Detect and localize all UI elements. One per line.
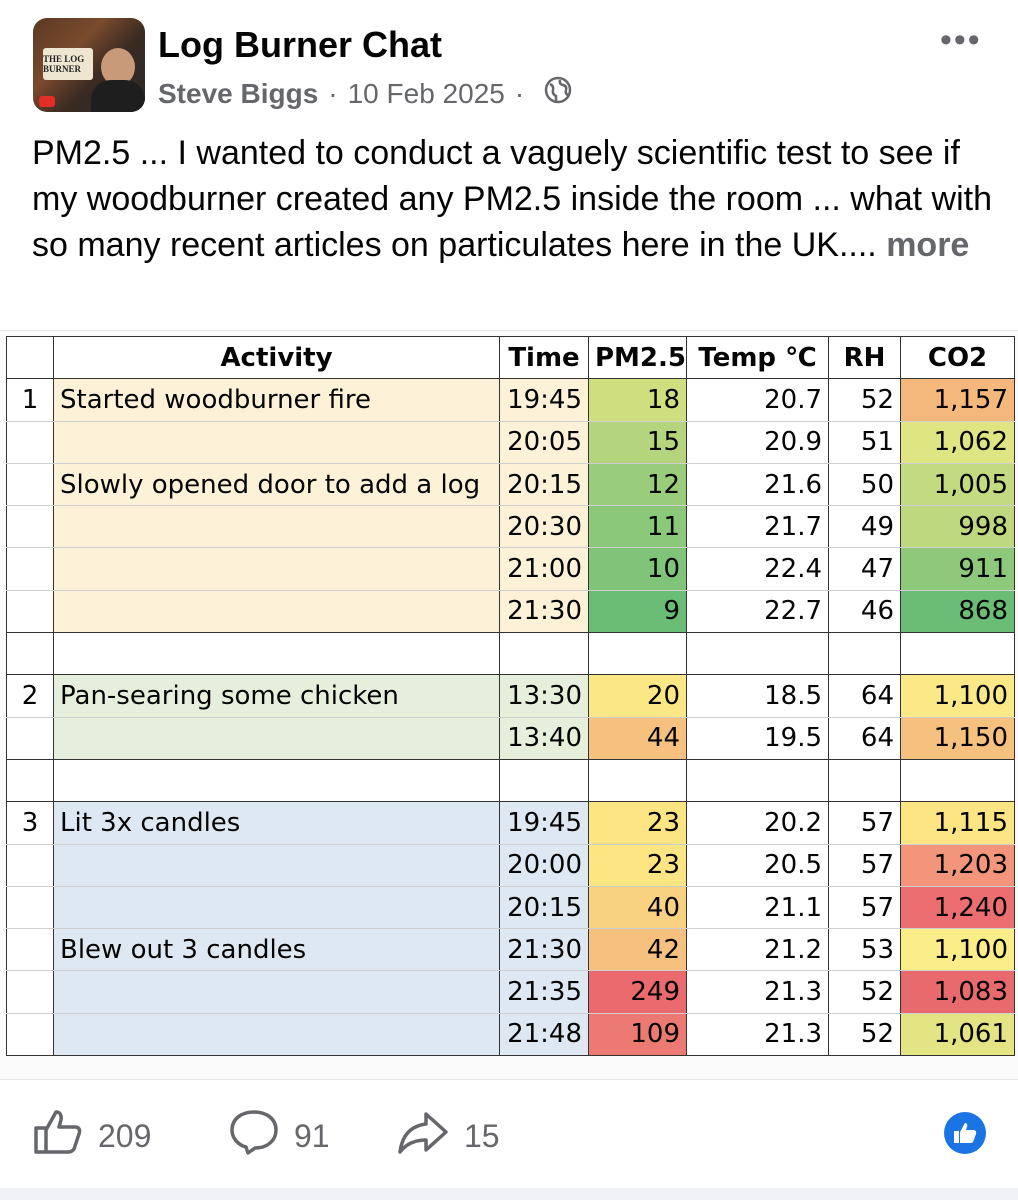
more-options-button[interactable]: ••• <box>940 21 982 59</box>
pm25-cell: 18 <box>589 379 687 421</box>
table-row <box>7 929 1015 971</box>
empty-cell <box>54 759 500 801</box>
time-cell: 19:45 <box>500 379 589 421</box>
rh-cell: 46 <box>829 590 901 632</box>
co2-cell: 1,157 <box>901 379 1015 421</box>
activity-cell: Lit 3x candles <box>54 802 500 844</box>
empty-cell <box>589 633 687 675</box>
header-time: Time <box>500 337 589 379</box>
table-row <box>7 421 1015 463</box>
co2-cell: 1,100 <box>901 675 1015 717</box>
row-index <box>7 1013 54 1055</box>
activity-cell <box>54 971 500 1013</box>
activity-cell <box>54 844 500 886</box>
pm25-cell: 109 <box>589 1013 687 1055</box>
temp-cell: 21.7 <box>687 506 829 548</box>
temp-cell: 18.5 <box>687 675 829 717</box>
pm25-cell: 23 <box>589 844 687 886</box>
row-index <box>7 421 54 463</box>
temp-cell: 21.6 <box>687 463 829 505</box>
table-row <box>7 506 1015 548</box>
like-button[interactable] <box>32 1108 151 1164</box>
meta-separator: · <box>514 77 525 109</box>
row-index <box>7 929 54 971</box>
activity-cell <box>54 886 500 928</box>
temp-cell: 21.1 <box>687 886 829 928</box>
time-cell: 20:05 <box>500 421 589 463</box>
co2-cell: 1,100 <box>901 929 1015 971</box>
temp-cell: 21.2 <box>687 929 829 971</box>
activity-cell <box>54 590 500 632</box>
table-row <box>7 844 1015 886</box>
empty-cell <box>829 759 901 801</box>
rh-cell: 57 <box>829 886 901 928</box>
pm25-cell: 10 <box>589 548 687 590</box>
table-row <box>7 971 1015 1013</box>
empty-cell <box>589 759 687 801</box>
table-row <box>7 802 1015 844</box>
empty-cell <box>7 759 54 801</box>
activity-cell <box>54 421 500 463</box>
row-index <box>7 886 54 928</box>
empty-cell <box>901 633 1015 675</box>
row-index <box>7 463 54 505</box>
co2-cell: 868 <box>901 590 1015 632</box>
row-index <box>7 717 54 759</box>
row-index: 1 <box>7 379 54 421</box>
table-separator-row <box>7 759 1015 801</box>
pm25-cell: 249 <box>589 971 687 1013</box>
rh-cell: 52 <box>829 1013 901 1055</box>
table-separator-row <box>7 633 1015 675</box>
time-cell: 20:00 <box>500 844 589 886</box>
time-cell: 13:40 <box>500 717 589 759</box>
header-co2: CO2 <box>901 337 1015 379</box>
empty-cell <box>500 633 589 675</box>
comment-button[interactable] <box>228 1108 330 1164</box>
row-index <box>7 971 54 1013</box>
avatar-person-body <box>91 80 145 112</box>
time-cell: 20:15 <box>500 463 589 505</box>
table-row <box>7 590 1015 632</box>
activity-cell: Started woodburner fire <box>54 379 500 421</box>
time-cell: 21:35 <box>500 971 589 1013</box>
data-table-image[interactable] <box>0 330 1018 1080</box>
time-cell: 21:48 <box>500 1013 589 1055</box>
header-pm25: PM2.5 <box>589 337 687 379</box>
table-header-row <box>7 337 1015 379</box>
comment-bubble-icon <box>228 1108 280 1164</box>
pm25-cell: 15 <box>589 421 687 463</box>
pm25-cell: 11 <box>589 506 687 548</box>
co2-cell: 1,150 <box>901 717 1015 759</box>
co2-cell: 1,083 <box>901 971 1015 1013</box>
youtube-icon <box>39 96 55 107</box>
rh-cell: 53 <box>829 929 901 971</box>
pm25-cell: 9 <box>589 590 687 632</box>
empty-cell <box>901 759 1015 801</box>
activity-cell: Blew out 3 candles <box>54 929 500 971</box>
comment-count: 91 <box>294 1117 330 1154</box>
table-row <box>7 379 1015 421</box>
header-rh: RH <box>829 337 901 379</box>
temp-cell: 20.7 <box>687 379 829 421</box>
rh-cell: 52 <box>829 971 901 1013</box>
pm25-cell: 40 <box>589 886 687 928</box>
co2-cell: 998 <box>901 506 1015 548</box>
author-name[interactable]: Steve Biggs <box>158 77 319 109</box>
group-name[interactable]: Log Burner Chat <box>158 24 442 65</box>
empty-cell <box>687 759 829 801</box>
rh-cell: 50 <box>829 463 901 505</box>
rh-cell: 49 <box>829 506 901 548</box>
pm25-table <box>6 336 1015 1056</box>
post-text: PM2.5 ... I wanted to conduct a vaguely scientific test to see if my woodburner created any PM2.5 inside the room ... what with so many recent articles on particulates here in the UK.... <box>32 134 993 264</box>
activity-cell <box>54 548 500 590</box>
row-index <box>7 844 54 886</box>
co2-cell: 1,203 <box>901 844 1015 886</box>
rh-cell: 47 <box>829 548 901 590</box>
globe-icon <box>544 76 572 111</box>
temp-cell: 20.5 <box>687 844 829 886</box>
pm25-cell: 44 <box>589 717 687 759</box>
time-cell: 21:30 <box>500 590 589 632</box>
table-row <box>7 675 1015 717</box>
empty-cell <box>7 633 54 675</box>
temp-cell: 22.4 <box>687 548 829 590</box>
like-reaction-badge-icon[interactable] <box>944 1112 986 1154</box>
avatar-logo: THE LOG BURNER <box>43 48 93 80</box>
table-row <box>7 717 1015 759</box>
activity-cell: Slowly opened door to add a log <box>54 463 500 505</box>
header-temp: Temp ℃ <box>687 337 829 379</box>
post-meta <box>158 76 572 111</box>
post-date[interactable]: 10 Feb 2025 <box>347 77 505 109</box>
activity-cell <box>54 1013 500 1055</box>
co2-cell: 1,061 <box>901 1013 1015 1055</box>
group-avatar[interactable] <box>33 18 145 112</box>
rh-cell: 57 <box>829 844 901 886</box>
table-row <box>7 548 1015 590</box>
share-arrow-icon <box>396 1108 450 1164</box>
like-count: 209 <box>98 1117 152 1154</box>
time-cell: 20:30 <box>500 506 589 548</box>
temp-cell: 21.3 <box>687 1013 829 1055</box>
empty-cell <box>500 759 589 801</box>
share-button[interactable] <box>396 1108 500 1164</box>
temp-cell: 22.7 <box>687 590 829 632</box>
temp-cell: 19.5 <box>687 717 829 759</box>
activity-cell <box>54 717 500 759</box>
time-cell: 19:45 <box>500 802 589 844</box>
empty-cell <box>829 633 901 675</box>
pm25-cell: 12 <box>589 463 687 505</box>
thumbs-up-icon <box>32 1108 84 1164</box>
row-index: 3 <box>7 802 54 844</box>
header-index <box>7 337 54 379</box>
table-row <box>7 886 1015 928</box>
see-more-link[interactable]: more <box>886 226 970 264</box>
row-index <box>7 590 54 632</box>
action-bar <box>32 1108 992 1158</box>
co2-cell: 1,005 <box>901 463 1015 505</box>
post-body <box>32 130 1002 268</box>
share-count: 15 <box>464 1117 500 1154</box>
rh-cell: 51 <box>829 421 901 463</box>
meta-separator: · <box>328 77 338 109</box>
co2-cell: 1,240 <box>901 886 1015 928</box>
temp-cell: 21.3 <box>687 971 829 1013</box>
activity-cell <box>54 506 500 548</box>
pm25-cell: 23 <box>589 802 687 844</box>
time-cell: 13:30 <box>500 675 589 717</box>
row-index <box>7 506 54 548</box>
co2-cell: 1,115 <box>901 802 1015 844</box>
rh-cell: 64 <box>829 717 901 759</box>
time-cell: 21:00 <box>500 548 589 590</box>
rh-cell: 57 <box>829 802 901 844</box>
time-cell: 20:15 <box>500 886 589 928</box>
rh-cell: 52 <box>829 379 901 421</box>
empty-cell <box>687 633 829 675</box>
co2-cell: 1,062 <box>901 421 1015 463</box>
temp-cell: 20.2 <box>687 802 829 844</box>
table-row <box>7 463 1015 505</box>
co2-cell: 911 <box>901 548 1015 590</box>
empty-cell <box>54 633 500 675</box>
activity-cell: Pan-searing some chicken <box>54 675 500 717</box>
time-cell: 21:30 <box>500 929 589 971</box>
row-index: 2 <box>7 675 54 717</box>
table-row <box>7 1013 1015 1055</box>
feed-divider <box>0 1188 1018 1200</box>
temp-cell: 20.9 <box>687 421 829 463</box>
header-activity: Activity <box>54 337 500 379</box>
rh-cell: 64 <box>829 675 901 717</box>
pm25-cell: 20 <box>589 675 687 717</box>
pm25-cell: 42 <box>589 929 687 971</box>
row-index <box>7 548 54 590</box>
